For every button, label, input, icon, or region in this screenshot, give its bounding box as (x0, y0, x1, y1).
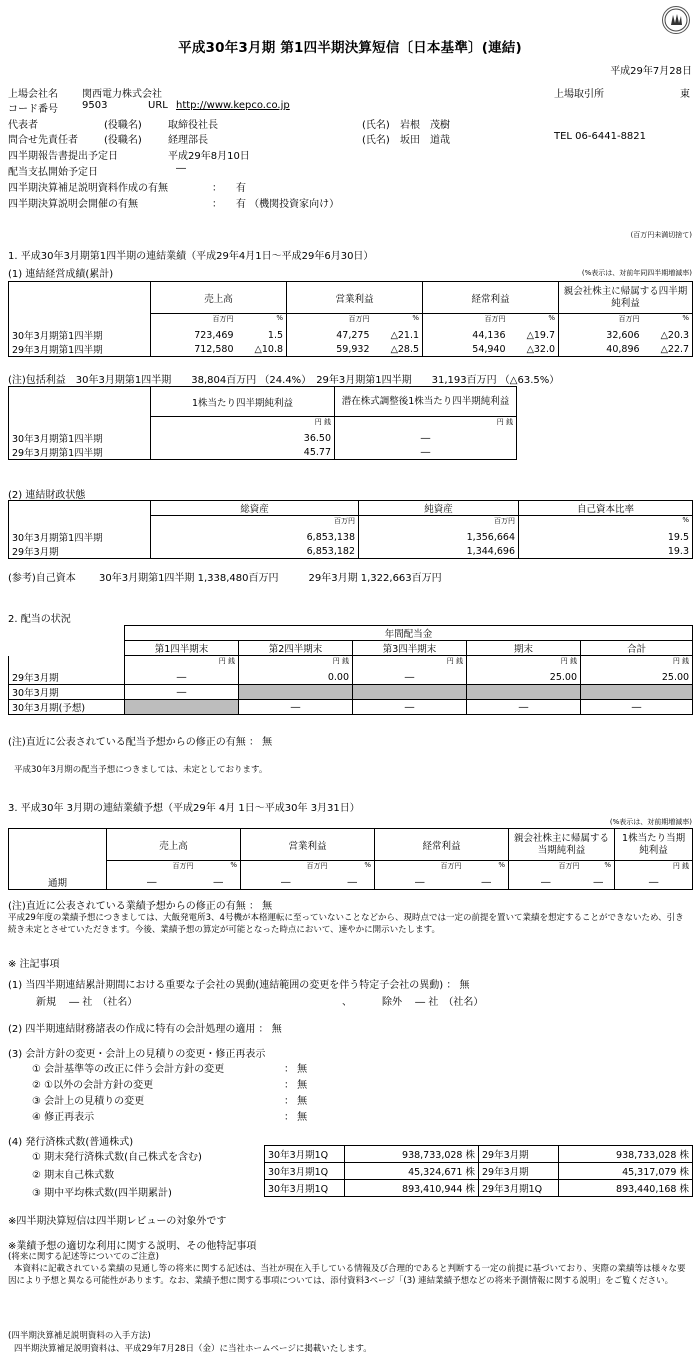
contact-title: 経理部長 (168, 135, 208, 146)
document-title: 平成30年3月期 第1四半期決算短信〔日本基準〕(連結) (178, 40, 522, 56)
note-4: (4) 発行済株式数(普通株式) (8, 1137, 134, 1148)
section1-sub1-note: (%表示は、対前年同四半期増減率) (581, 269, 692, 277)
supplementary-paragraph: 四半期決算補足説明資料は、平成29年7月28日（金）に当社ホームページに掲載いたします。 (14, 1344, 372, 1354)
rep-label: 代表者 (8, 120, 38, 131)
table-row: 30年3月期1Q 893,410,944 株 29年3月期1Q 893,440,168 株 (265, 1180, 693, 1197)
review-note: ※四半期決算短信は四半期レビューの対象外です (8, 1216, 227, 1227)
shares-item-label: ② 期末自己株式数 (32, 1170, 115, 1181)
url-label: URL (148, 100, 168, 111)
unit: 円 銭 (615, 861, 693, 876)
unit: 円 銭 (239, 656, 353, 671)
forecast-header-eps: 1株当たり当期純利益 (615, 829, 693, 861)
forecast-usage-paragraph: 本資料に記載されている業績の見通し等の将来に関する記述は、当社が現在入手している情報及び合理的であると判断する一定の前提に基づいており、実際の業績等は様々な要因により予想と異なる可能性があります。なお、業績予想に関する事項については、添付資料3ページ「(3) 連結業績予想などの将来予測情報に関する説明」をご覧ください。 (8, 1264, 686, 1286)
unit: 円 銭 (467, 656, 581, 671)
header-eps: 1株当たり四半期純利益 (151, 387, 335, 417)
table-row: 30年3月期 ― (9, 685, 693, 700)
section2-heading: 2. 配当の状況 (8, 614, 71, 625)
unit: 百万円 (375, 861, 465, 876)
table-row: 29年3月期第1四半期 712,580 △10.8 59,932 △28.5 54,940 △32.0 40,896 △22.7 (9, 342, 693, 357)
forecast-usage-heading: ※業績予想の適切な利用に関する説明、その他特記事項 (8, 1241, 257, 1252)
table-row: 29年3月期 ― 0.00 ― 25.00 25.00 (9, 670, 693, 685)
rep-name: 岩根 茂樹 (400, 120, 450, 131)
dividend-start-label: 配当支払開始予定日 (8, 167, 98, 178)
section1-sub1: (1) 連結経営成績(累計) (8, 269, 114, 280)
unit: % (373, 314, 423, 329)
shares-item-label: ① 期末発行済株式数(自己株式を含む) (32, 1152, 202, 1163)
unit: 百万円 (509, 861, 583, 876)
table-row: 29年3月期 6,853,182 1,344,696 19.3 (9, 544, 693, 559)
table-row: 通期 ― ― ― ― ― ― ― ― ― (9, 875, 693, 890)
forecast-paragraph: 平成29年度の業績予想につきましては、大飯発電所3、4号機が本格運転に至っていないことなどから、現時点では一定の前提を置いて業績を想定することができないため、引き続き未定とさせていただきます。今後、業績予想の算定が可能となった時点において、速やかに開示いたします。 (8, 913, 684, 935)
unit: 百万円 (359, 516, 519, 531)
forecast-usage-subheading: (将来に関する記述等についてのご注意) (8, 1252, 159, 1262)
code: 9503 (82, 100, 108, 111)
section1-heading: 1. 平成30年3月期第1四半期の連結業績（平成29年4月1日～平成29年6月30日） (8, 251, 374, 262)
header-operating-income: 営業利益 (287, 282, 423, 314)
header-diluted-eps: 潜在株式調整後1株当たり四半期純利益 (335, 387, 517, 417)
note-3-item-label: ③ 会計上の見積りの変更 (32, 1096, 145, 1107)
note-1-excluded: 除外 ― 社 （社名） (382, 997, 484, 1008)
contact-title-label: (役職名) (104, 135, 142, 146)
unit: 百万円 (151, 516, 359, 531)
table-row: 30年3月期1Q 45,324,671 株 29年3月期 45,317,079 株 (265, 1163, 693, 1180)
header-equity-ratio: 自己資本比率 (519, 501, 693, 516)
forecast-header-sales: 売上高 (107, 829, 241, 861)
report-date-label: 四半期報告書提出予定日 (8, 151, 118, 162)
supp-value: 有 (236, 183, 246, 194)
table-row: 29年3月期第1四半期 45.77 ― (9, 445, 517, 460)
annual-dividend-header: 年間配当金 (125, 626, 693, 641)
unit: 百万円 (559, 314, 643, 329)
unit: 百万円 (287, 314, 373, 329)
rep-name-label: (氏名) (362, 120, 390, 131)
forecast-header-ordinary: 経常利益 (375, 829, 509, 861)
dividend-table (8, 625, 693, 715)
brief-value: 有 （機関投資家向け） (236, 199, 340, 210)
dividend-start: ― (176, 163, 186, 174)
rep-title: 取締役社長 (168, 120, 218, 131)
unit: % (509, 314, 559, 329)
header-q3: 第3四半期末 (353, 641, 467, 656)
unit: 円 銭 (353, 656, 467, 671)
unit: 百万円 (107, 861, 197, 876)
forecast-revision-note: (注)直近に公表されている業績予想からの修正の有無 ： 無 (8, 901, 273, 912)
shares-table (264, 1145, 693, 1197)
supp-colon: ： (212, 183, 222, 194)
notes-heading: ※ 注記事項 (8, 959, 60, 970)
forecast-header-operating: 営業利益 (241, 829, 375, 861)
unit: 百万円 (241, 861, 331, 876)
forecast-header-net: 親会社株主に帰属する当期純利益 (509, 829, 615, 861)
unit: 百万円 (151, 314, 237, 329)
unit: % (643, 314, 693, 329)
company-logo-icon (662, 6, 690, 34)
header-q2: 第2四半期末 (239, 641, 353, 656)
header-year-end: 期末 (467, 641, 581, 656)
dividend-forecast-text: 平成30年3月期の配当予想につきましては、未定としております。 (14, 765, 268, 775)
unit: 円 銭 (581, 656, 693, 671)
unit: 百万円 (423, 314, 509, 329)
header-sales: 売上高 (151, 282, 287, 314)
section3-heading: 3. 平成30年 3月期の連結業績予想（平成29年 4月 1日～平成30年 3月31日） (8, 803, 360, 814)
supplementary-heading: (四半期決算補足説明資料の入手方法) (8, 1331, 151, 1341)
note-2: (2) 四半期連結財務諸表の作成に特有の会計処理の適用 ： 無 (8, 1024, 282, 1035)
header-net-assets: 純資産 (359, 501, 519, 516)
unit: % (519, 516, 693, 531)
table-row: 30年3月期第1四半期 723,469 1.5 47,275 △21.1 44,136 △19.7 32,606 △20.3 (9, 328, 693, 342)
unit: % (583, 861, 615, 876)
tel: TEL 06-6441-8821 (554, 131, 647, 142)
header-q1: 第1四半期末 (125, 641, 239, 656)
header-net-income: 親会社株主に帰属する四半期純利益 (559, 282, 693, 314)
note-3-item-value: ： 無 (284, 1080, 308, 1091)
unit: % (331, 861, 375, 876)
dividend-revision-note: (注)直近に公表されている配当予想からの修正の有無 ： 無 (8, 737, 273, 748)
note-3-item-label: ② ①以外の会計方針の変更 (32, 1080, 154, 1091)
note-3-item-value: ： 無 (284, 1096, 308, 1107)
header-total: 合計 (581, 641, 693, 656)
unit: % (465, 861, 509, 876)
equity-note: (参考)自己資本 30年3月期第1四半期 1,338,480百万円 29年3月期 1,322,663百万円 (8, 573, 442, 584)
forecast-table (8, 828, 693, 890)
table-row: 30年3月期第1四半期 36.50 ― (9, 431, 517, 445)
header-total-assets: 総資産 (151, 501, 359, 516)
header-ordinary-income: 経常利益 (423, 282, 559, 314)
unit: 円 銭 (125, 656, 239, 671)
note-1: (1) 当四半期連結累計期間における重要な子会社の異動(連結範囲の変更を伴う特定子会社の異動) ： 無 (8, 980, 470, 991)
comprehensive-income-note: (注)包括利益 30年3月期第1四半期 38,804百万円 （24.4%） 29年3月期第1四半期 31,193百万円 （△63.5%） (8, 375, 560, 386)
company-name-label: 上場会社名 (8, 89, 58, 100)
exchange-label: 上場取引所 (554, 89, 604, 100)
unit: % (197, 861, 241, 876)
rounding-note: (百万円未満切捨て) (630, 231, 692, 239)
note-1-new: 新規 ― 社 （社名） (36, 997, 138, 1008)
unit: 円 銭 (151, 417, 335, 432)
company-url-link[interactable]: http://www.kepco.co.jp (176, 100, 290, 111)
brief-label: 四半期決算説明会開催の有無 (8, 199, 138, 210)
rep-title-label: (役職名) (104, 120, 142, 131)
unit: % (237, 314, 287, 329)
note-3-item-value: ： 無 (284, 1112, 308, 1123)
table-row: 30年3月期1Q 938,733,028 株 29年3月期 938,733,028 株 (265, 1146, 693, 1163)
eps-table (8, 386, 517, 460)
table-row: 30年3月期(予想) ― ― ― ― (9, 700, 693, 715)
note-3-item-value: ： 無 (284, 1064, 308, 1075)
report-date: 平成29年8月10日 (168, 151, 250, 162)
contact-label: 問合せ先責任者 (8, 135, 78, 146)
section1-sub2: (2) 連結財政状態 (8, 490, 86, 501)
contact-name-label: (氏名) (362, 135, 390, 146)
supp-label: 四半期決算補足説明資料作成の有無 (8, 183, 168, 194)
exchange: 東 (680, 89, 690, 100)
table-row: 30年3月期第1四半期 6,853,138 1,356,664 19.5 (9, 530, 693, 544)
note-3: (3) 会計方針の変更・会計上の見積りの変更・修正再表示 (8, 1049, 266, 1060)
financial-position-table (8, 500, 693, 559)
section3-note: (%表示は、対前期増減率) (609, 818, 692, 826)
issue-date: 平成29年7月28日 (610, 66, 692, 77)
shares-item-label: ③ 期中平均株式数(四半期累計) (32, 1188, 172, 1199)
contact-name: 坂田 道哉 (400, 135, 450, 146)
note-3-item-label: ① 会計基準等の改正に伴う会計方針の変更 (32, 1064, 225, 1075)
note-1-comma: 、 (342, 997, 352, 1008)
results-table (8, 281, 693, 357)
note-3-item-label: ④ 修正再表示 (32, 1112, 95, 1123)
code-label: コード番号 (8, 104, 58, 115)
company-name: 関西電力株式会社 (82, 89, 162, 100)
unit: 円 銭 (335, 417, 517, 432)
brief-colon: ： (212, 199, 222, 210)
